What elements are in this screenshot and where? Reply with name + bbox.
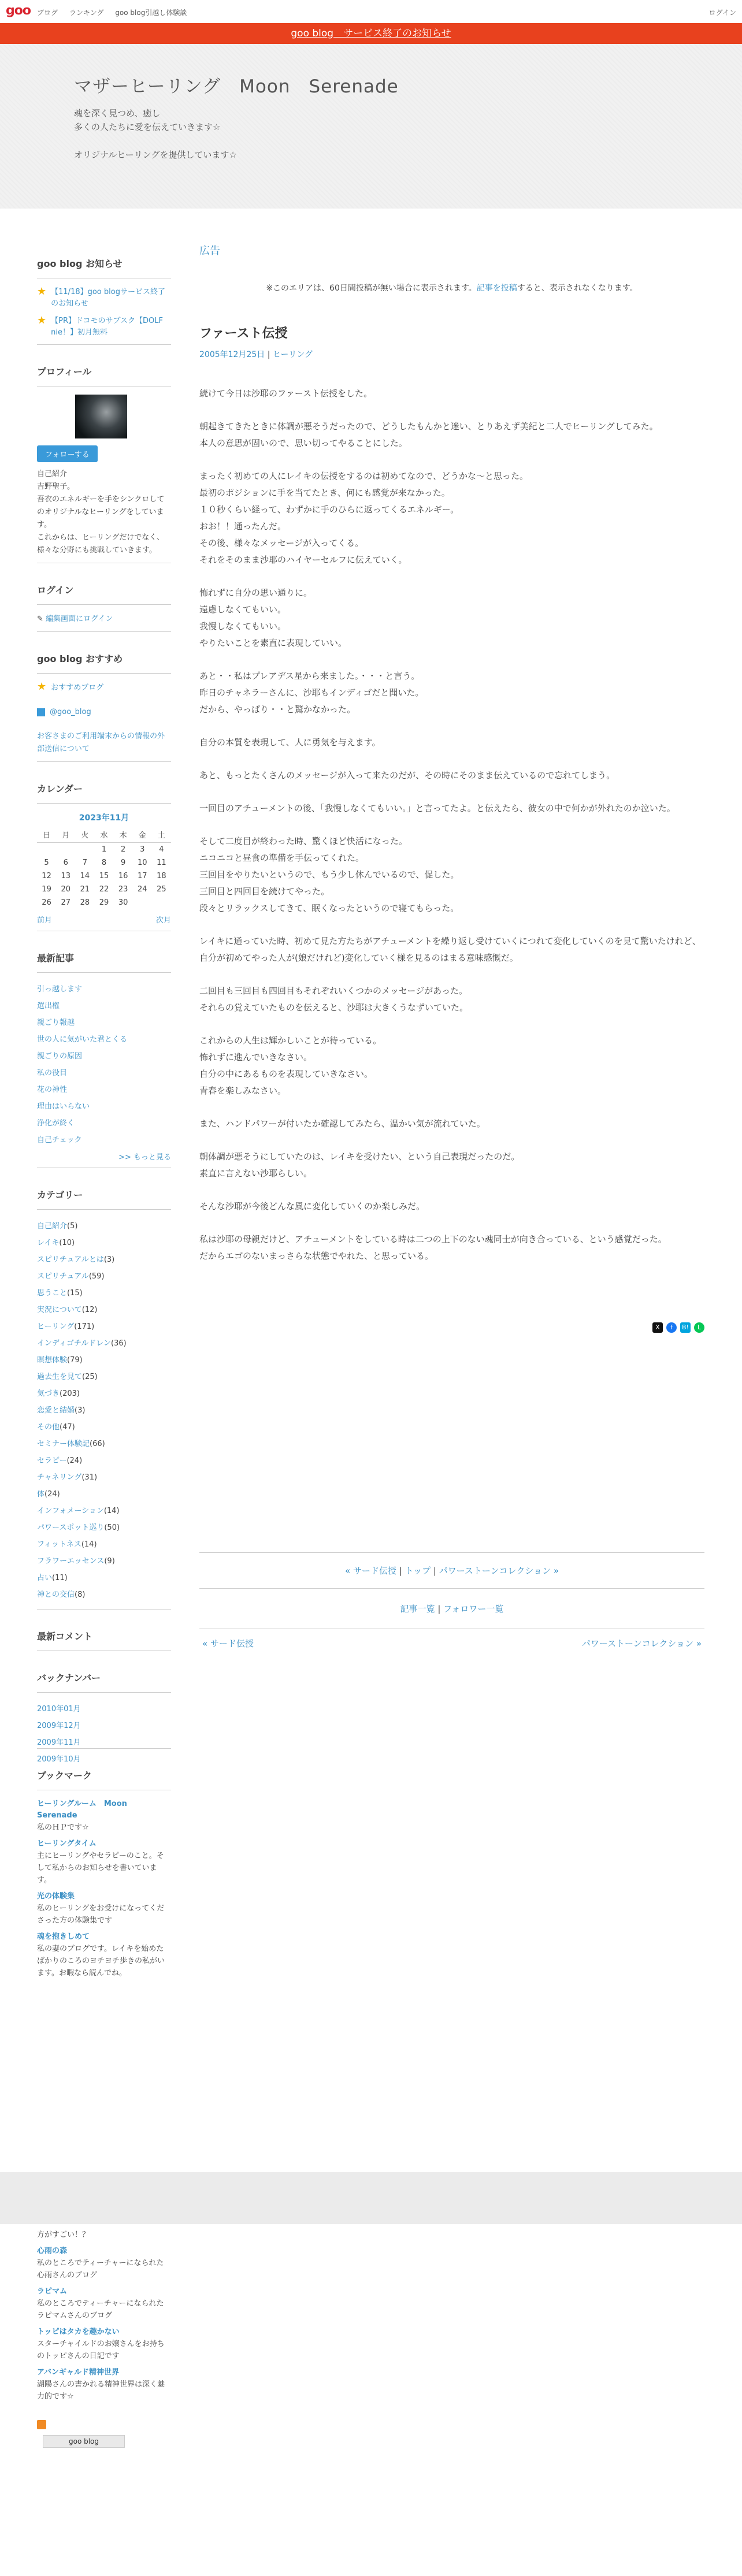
backnumber-title: バックナンバー [37,1663,171,1693]
post-date[interactable]: 2005年12月25日 [199,350,265,359]
bookmark-link[interactable]: トッピはタカを趣かない [37,2328,120,2336]
category-item [37,1302,171,1318]
login-link[interactable]: 編集画面にログイン [46,615,113,623]
twitter-link[interactable]: @goo_blog [50,708,91,716]
category-link[interactable]: 気づき [37,1389,60,1398]
recent-article-link[interactable]: 親ごり報越 [37,1018,75,1027]
divider [37,344,171,345]
category-link[interactable]: 占い [37,1574,53,1582]
weekday: 月 [56,827,75,843]
category-count: (171) [74,1322,95,1331]
category-link[interactable]: 思うこと [37,1289,68,1298]
category-link[interactable]: パワースポット巡り [37,1523,105,1532]
goo-logo[interactable]: goo [6,3,31,18]
post-paragraph: 続けて今日は沙耶のファースト伝授をした。 [199,388,372,399]
calendar-day: 5 [44,858,49,867]
pencil-icon: ✎ [37,615,46,623]
category-link[interactable]: スピリチュアル [37,1272,89,1281]
post-navigation [199,1552,704,1657]
calendar-day: 30 [118,898,128,907]
ad-note-prefix: ※このエリアは、60日間投稿が無い場合に表示されます。 [266,284,477,293]
category-link[interactable]: 自己紹介 [37,1222,68,1231]
bookmark-desc: 私のＨＰです☆ [37,1823,89,1832]
category-item [37,1235,171,1251]
recent-article-link[interactable]: 自己チェック [37,1136,82,1144]
calendar-day: 29 [99,898,109,907]
bookmark-link[interactable]: 光の体験集 [37,1892,75,1901]
follower-list-link[interactable]: フォロワー一覧 [443,1604,504,1614]
hatena-share-icon[interactable]: B! [680,1322,691,1333]
category-count: (203) [60,1389,80,1398]
category-count: (9) [104,1557,115,1566]
post-paragraph: これからの人生は輝かしいことが待っている。 怖れずに進んでいきなさい。 自分の中にあるものを表現していきなさい。 青春を楽しみなさい。 [199,1035,382,1096]
category-item [37,1503,171,1519]
category-count: (14) [103,1507,120,1515]
calendar-day [152,896,171,909]
category-count: (10) [59,1239,75,1247]
list-nav-row: 記事一覧 | フォロワー一覧 [199,1589,704,1629]
category-count: (24) [44,1490,60,1499]
calendar-section [37,774,171,931]
calendar-day: 17 [138,872,147,880]
category-link[interactable]: 神との交信 [37,1590,75,1599]
calendar-day: 16 [118,872,128,880]
calendar-day: 21 [80,885,90,894]
calendar-day: 8 [101,858,107,867]
recent-more-link[interactable]: >> もっと見る [118,1153,171,1162]
star-icon: ★ [37,285,47,298]
calendar-day: 13 [61,872,71,880]
category-count: (36) [111,1339,127,1348]
category-link[interactable]: セラピー [37,1456,67,1465]
bookmark-desc: 私のヒーリングをお受けになってくださった方の体験集です [37,1904,165,1925]
login-title: ログイン [37,575,171,605]
post-paragraph: 怖れずに自分の思い通りに。 遠慮しなくてもいい。 我慢しなくてもいい。 やりたいことを素直に表現していい。 [199,588,347,648]
post-paragraph: 朝体調が悪そうにしていたのは、レイキを受けたい、という自己表現だったのだ。 素直に言えない沙耶らしい。 [199,1151,520,1179]
category-item [37,1352,171,1369]
category-count: (14) [81,1540,97,1549]
category-item [37,1519,171,1536]
divider [37,631,171,632]
category-link[interactable]: 体 [37,1490,45,1499]
category-item [37,1318,171,1335]
profile-section [37,356,171,563]
calendar-prev[interactable]: 前月 [37,916,53,925]
calendar-day: 27 [61,898,71,907]
comment-section [37,1621,171,1651]
service-end-notice[interactable] [0,23,742,44]
calendar-table [37,827,171,909]
blog-title[interactable]: マザーヒーリング Moon Serenade [74,76,399,97]
pager-prev[interactable]: « サード伝授 [202,1638,254,1649]
calendar-day: 1 [101,845,107,854]
calendar-day: 12 [42,872,51,880]
external-info-link[interactable]: お客さまのご利用端末からの情報の外部送信について [37,732,165,753]
profile-text: 自己紹介 吉野聖子。 吾衣のエネルギーを手をシンクロしてのオリジナルなヒーリングをしています。 これからは、ヒーリングだけでなく、様々な分野にも挑戦していきます。 [37,470,165,555]
notice-link[interactable]: 【11/18】goo blogサービス終了のお知らせ [51,288,165,308]
category-count: (15) [67,1289,83,1298]
recent-article-link[interactable]: 選出権 [37,1002,60,1010]
post-paragraph: まったく初めての人にレイキの伝授をするのは初めてなので、どうかな〜と思った。 最初のポジションに手を当てたとき、何にも感覚が来なかった。 １０秒くらい経って、わずかに手のひらに返ってくるエネルギー。 おお！！通ったんだ。 その後、様々なメッセージが入ってくる。 それをそのまま沙耶のハイヤーセルフに伝えていく。 [199,471,528,565]
recent-article-link[interactable]: 浄化が終く [37,1119,75,1128]
category-item [37,1285,171,1302]
post-paragraph: あと・・私はプレアデス星から来ました。・・・と言う。 昨日のチャネラーさんに、沙耶もインディゴだと聞いた。 だから、やっぱり・・と驚かなかった。 [199,671,424,715]
category-section [37,1180,171,1609]
bookmark-desc: 主にヒーリングやセラピーのこと。そして私からのお知らせを書いています。 [37,1852,164,1884]
post-paragraph: 朝起きてきたときに体調が悪そうだったので、どうしたもんかと迷い、とりあえず美紀と二人でヒーリングしてみた。 本人の意思が固いので、思い切ってやることにした。 [199,421,658,448]
category-item [37,1369,171,1385]
calendar-day [133,896,152,909]
ad-note-suffix: すると、表示されなくなります。 [517,284,638,293]
backnumber-link[interactable]: 2009年11月 [37,1738,81,1747]
weekday: 金 [133,827,152,843]
category-count: (3) [75,1406,86,1415]
post-paragraph: そして二度目が終わった時、驚くほど快活になった。 ニコニコと昼食の準備を手伝ってくれた。 三回目をやりたいというので、もう少し休んでいるので、促した。 三回目と四回目を続けてやった。 段々とリラックスしてきて、眠くなったというので寝てもらった。 [199,836,459,913]
post-nav-row: « サード伝授 | トップ | パワーストーンコレクション » [199,1553,704,1589]
bookmark-title: ブックマーク [37,1760,171,1790]
recent-article-link[interactable]: 理由はいらない [37,1102,90,1111]
backnumber-section [37,1663,171,1764]
calendar-title: カレンダー [37,774,171,804]
bookmark-desc: スターチャイルドのお嬢さんをお持ちのトッピさんの日記です [37,2340,165,2361]
divider [37,761,171,762]
calendar-day [56,843,75,857]
recent-title: 最新記事 [37,943,171,973]
backnumber-link[interactable]: 2009年12月 [37,1722,81,1730]
category-count: (24) [66,1456,83,1465]
topnav-ranking[interactable]: ランキング [69,9,104,17]
category-item [37,1218,171,1235]
category-item [37,1486,171,1503]
star-icon: ★ [37,314,47,326]
calendar-day: 9 [120,858,126,867]
category-item [37,1570,171,1586]
calendar-nav [37,914,171,925]
category-item [37,1436,171,1452]
category-item [37,1536,171,1553]
top-link[interactable]: トップ [405,1566,431,1576]
calendar-day: 23 [118,885,128,894]
topnav-migration[interactable]: goo blog引越し体験談 [115,9,187,17]
blog-header [0,44,742,209]
category-count: (79) [67,1356,83,1365]
weekday: 日 [37,827,56,843]
category-item [37,1268,171,1285]
category-count: (47) [60,1423,75,1432]
top-login-link[interactable]: ログイン [708,9,736,17]
line-share-icon[interactable]: L [694,1322,704,1333]
category-link[interactable]: チャネリング [37,1473,82,1482]
post-article-link[interactable]: 記事を投稿 [476,284,517,293]
category-link[interactable]: 瞑想体験 [37,1356,68,1365]
comment-title: 最新コメント [37,1621,171,1651]
calendar-day: 22 [99,885,109,894]
pager [199,1629,704,1657]
prev-post-link[interactable]: « サード伝授 [345,1566,396,1576]
bookmark-link[interactable]: アバンギャルド精神世界 [37,2368,119,2377]
category-link[interactable]: ヒーリング [37,1322,75,1331]
avatar[interactable] [75,395,127,438]
bookmark-desc: 湖陽さんの書かれる精神世界は深く魅力的です☆ [37,2380,165,2401]
calendar-month: 2023年11月 [79,813,129,823]
notice-link[interactable]: 【PR】ドコモのサブスク【DOLF nie！】初月無料 [51,317,163,337]
category-item [37,1469,171,1486]
post-paragraph: あと、もっとたくさんのメッセージが入って来たのだが、その時にそのまま伝えているので忘れてしまう。 [199,770,615,780]
category-item [37,1335,171,1352]
ad-title: 広告 [199,245,220,257]
backnumber-link[interactable]: 2009年10月 [37,1755,81,1764]
calendar-day: 4 [159,845,164,854]
follow-button[interactable]: フォローする [37,445,98,462]
top-navigation [37,8,196,17]
recent-article-link[interactable]: 世の人に気がいた君とくる [37,1035,128,1044]
global-topbar [0,0,742,24]
notice-item [37,287,171,310]
calendar-day: 2 [120,845,126,854]
goo-notice-title: goo blog お知らせ [37,248,171,278]
recent-article-link[interactable]: 私の役目 [37,1069,68,1077]
calendar-day [75,843,94,857]
calendar-day: 3 [140,845,145,854]
calendar-day: 26 [42,898,51,907]
bookmark-desc: 私のところでティーチャーになられたラピマムさんのブログ [37,2299,164,2320]
facebook-share-icon[interactable]: f [666,1322,677,1333]
notice-item [37,315,171,339]
star-icon: ★ [37,681,47,693]
weekday: 水 [94,827,113,843]
calendar-day: 20 [61,885,71,894]
calendar-next[interactable]: 次月 [155,916,171,925]
post-paragraph: 二回目も三回目も四回目もそれぞれいくつかのメッセージがあった。 それらの覚えていたものを伝えると、沙耶は大きくうなずいていた。 [199,986,469,1013]
lower-sidebar [37,2229,171,2448]
login-section [37,575,171,632]
calendar-day: 19 [42,885,51,894]
weekday: 木 [114,827,133,843]
category-link[interactable]: スピリチュアルとは [37,1255,104,1264]
article-list-link[interactable]: 記事一覧 [400,1604,435,1614]
category-item [37,1251,171,1268]
weekday: 土 [152,827,171,843]
category-link[interactable]: 過去生を見て [37,1373,83,1381]
category-count: (31) [81,1473,98,1482]
category-count: (50) [104,1523,120,1532]
post-paragraph: 自分の本質を表現して、人に勇気を与えます。 [199,737,381,748]
goo-blog-footer-logo[interactable]: goo blog [43,2435,125,2448]
calendar-day: 14 [80,872,90,880]
post-meta: 2005年12月25日 | ヒーリング [199,350,313,359]
category-count: (3) [103,1255,115,1264]
topnav-blog[interactable]: ブログ [37,9,58,17]
category-item [37,1586,171,1603]
footer-band [0,2172,742,2224]
category-link[interactable]: 実況について [37,1306,82,1314]
category-item [37,1452,171,1469]
calendar-day: 24 [138,885,147,894]
bookmark-desc: 私のところでティーチャーになられた心雨さんのブログ [37,2259,164,2280]
x-logo-icon [37,708,45,716]
next-post-link[interactable]: パワーストーンコレクション » [439,1566,559,1576]
category-link[interactable]: インフォメーション [37,1507,104,1515]
category-item [37,1419,171,1436]
category-count: (11) [52,1574,68,1582]
category-count: (66) [90,1440,105,1448]
post-paragraph: また、ハンドパワーが付いたか確認してみたら、温かい気が流れていた。 [199,1118,485,1129]
bookmark-link[interactable]: ヒーリングルーム Moon Serenade [37,1800,135,1820]
profile-title: プロフィール [37,356,171,386]
category-link[interactable]: フィットネス [37,1540,81,1549]
category-count: (59) [88,1272,105,1281]
share-buttons [199,1322,704,1333]
recent-article-link[interactable]: 引っ越します [37,985,83,994]
bookmark-desc: 私の妻のブログです。レイキを始めたばかりのころのヨチヨチ歩きの私がいます。お暇なら読んでね。 [37,1945,165,1977]
category-link[interactable]: セミナー体験記 [37,1440,90,1448]
category-count: (25) [82,1373,98,1381]
calendar-day: 10 [138,858,147,867]
bookmark-link[interactable]: 心雨の森 [37,2247,68,2255]
category-link[interactable]: インディゴチルドレン [37,1339,111,1348]
bookmark-link[interactable]: 魂を抱きしめて [37,1932,90,1941]
category-title: カテゴリー [37,1180,171,1210]
rss-icon[interactable] [37,2420,46,2429]
post-paragraph: 一回目のアチューメントの後、「我慢しなくてもいい。」と言ってたよ。と伝えたら、彼女の中で何かが外れたのか泣いた。 [199,803,676,813]
category-count: (12) [81,1306,98,1314]
category-link[interactable]: フラワーエッセンス [37,1557,105,1566]
calendar-day: 18 [157,872,166,880]
category-count: (8) [75,1590,86,1599]
recommend-section [37,644,171,762]
post-paragraph: レイキに通っていた時、初めて見た方たちがアチューメントを繰り返し受けていくにつれて変化していくのを見て驚いたけれど、自分が初めてやった人が(娘だけれど)変化していく様を見るのはまる意味感慨だ。 [199,936,701,963]
category-item [37,1553,171,1570]
recent-article-link[interactable]: 花の神性 [37,1086,68,1094]
x-share-icon[interactable]: X [652,1322,663,1333]
calendar-day: 6 [63,858,68,867]
calendar-day: 25 [157,885,166,894]
bookmark-section [37,1760,171,1979]
post-paragraph: そんな沙耶が今後どんな風に変化していくのか楽しみだ。 [199,1201,425,1211]
post-category[interactable]: ヒーリング [272,350,313,359]
pager-next[interactable]: パワーストーンコレクション » [581,1638,702,1649]
calendar-day: 11 [157,858,166,867]
calendar-day [37,843,56,857]
bookmark-desc-continued: 方がすごい！？ [37,2231,90,2239]
post-paragraph: 私は沙耶の母親だけど、アチューメントをしている時は二つの上下のない魂同士が向き合っている、という感覚だった。 だからエゴのないまっさらな状態でやれた、と思っている。 [199,1234,667,1261]
post-title: ファースト伝授 [199,326,288,341]
calendar-day: 28 [80,898,90,907]
sidebar [37,248,171,1991]
calendar-day: 7 [82,858,87,867]
backnumber-list [37,1701,171,1764]
category-item [37,1402,171,1419]
bookmark-link[interactable]: ラピマム [37,2287,68,2296]
category-link[interactable]: その他 [37,1423,60,1432]
goo-notice-section [37,248,171,345]
category-link[interactable]: レイキ [37,1239,60,1247]
main-content [199,243,704,1657]
recent-section [37,943,171,1168]
category-link[interactable]: 恋愛と結婚 [37,1406,75,1415]
calendar-day: 15 [99,872,109,880]
recent-article-link[interactable]: 親ごりの原因 [37,1052,83,1061]
weekday: 火 [75,827,94,843]
category-item [37,1385,171,1402]
ad-note [199,282,704,293]
blog-description: 魂を深く見つめ、癒し 多くの人たちに愛を伝えていきます☆ オリジナルヒーリングを提供しています☆ [74,108,237,160]
backnumber-link[interactable]: 2010年01月 [37,1705,81,1713]
category-count: (5) [67,1222,78,1231]
recommend-blog-link[interactable]: おすすめブログ [51,683,104,692]
post-body [199,385,704,1265]
bookmark-link[interactable]: ヒーリングタイム [37,1839,97,1848]
service-end-notice-text[interactable]: goo blog サービス終了のお知らせ [291,28,451,39]
recommend-title: goo blog おすすめ [37,644,171,674]
